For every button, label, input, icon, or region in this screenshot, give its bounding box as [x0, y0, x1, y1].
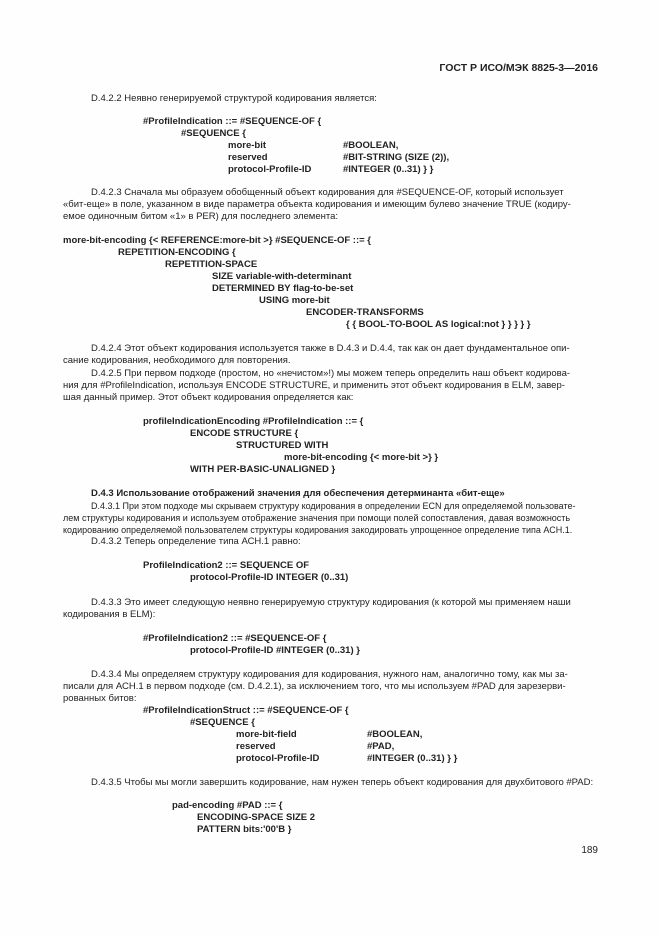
code-line: ENCODE STRUCTURE { [190, 428, 299, 439]
code-line: #SEQUENCE { [181, 128, 246, 139]
text-line: D.4.3.1 При этом подходе мы скрываем структуру кодирования в определении ECN для определяемой пользовате- [91, 501, 576, 511]
code-line: STRUCTURED WITH [236, 440, 329, 451]
code-line: more-bit-encoding {< more-bit >} } [284, 452, 439, 463]
text-line: D.4.3.4 Мы определяем структуру кодирования для кодирования, нужного нам, аналогично тому, как мы за- [91, 669, 568, 680]
code-line: profileIndicationEncoding #ProfileIndication ::= { [143, 416, 364, 427]
code-line: USING more-bit [259, 295, 330, 306]
code-line: #BOOLEAN, [367, 729, 423, 740]
code-line: protocol-Profile-ID INTEGER (0..31) [190, 572, 349, 583]
code-line: REPETITION-SPACE [165, 259, 258, 270]
page-number: 189 [581, 845, 598, 856]
code-line: #INTEGER (0..31) } } [367, 753, 458, 764]
code-line: pad-encoding #PAD ::= { [172, 800, 283, 811]
code-line: ENCODER-TRANSFORMS [306, 307, 424, 318]
code-line: SIZE variable-with-determinant [212, 271, 352, 282]
text-line: сание кодирования, необходимого для повторения. [63, 355, 291, 366]
text-line: D.4.2.4 Этот объект кодирования используется также в D.4.3 и D.4.4, так как он дает фундаментальное опи- [91, 343, 570, 354]
code-line: REPETITION-ENCODING { [118, 247, 236, 258]
text-line: D.4.2.5 При первом подходе (простом, но «нечистом»!) мы можем теперь определить наш объект кодирова- [91, 368, 571, 379]
section-heading-d-4-3: D.4.3 Использование отображений значения для обеспечения детерминанта «бит-еще» [91, 488, 505, 499]
code-line: { { BOOL-TO-BOOL AS logical:not } } } } } [346, 319, 531, 330]
paragraph-d-4-3-2: D.4.3.2 Теперь определение типа АСН.1 равно: [91, 536, 301, 547]
code-line: more-bit-encoding {< REFERENCE:more-bit >} #SEQUENCE-OF ::= { [63, 235, 371, 246]
code-line: #ProfileIndication ::= #SEQUENCE-OF { [143, 116, 322, 127]
code-line: #BOOLEAN, [343, 140, 399, 151]
code-line: more-bit-field [236, 729, 297, 740]
text-line: шая данный пример. Этот объект кодирования определяется как: [63, 392, 354, 403]
code-line: reserved [236, 741, 276, 752]
text-line: D.4.3.3 Это имеет следующую неявно генерируемую структуру кодирования (к которой мы применяем наши [91, 597, 571, 608]
text-line: кодирования в ELM): [63, 609, 156, 620]
text-line: лем структуры кодирования и используем отображение значения при помощи полей сопоставления, давая возможность [63, 513, 571, 523]
code-line: ENCODING-SPACE SIZE 2 [197, 812, 316, 823]
code-line: PATTERN bits:'00'B } [197, 824, 292, 835]
code-line: #PAD, [367, 741, 395, 752]
document-header: ГОСТ Р ИСО/МЭК 8825-3—2016 [439, 62, 598, 74]
code-line: protocol-Profile-ID [228, 164, 312, 175]
text-line: писали для АСН.1 в первом подходе (см. D.4.2.1), за исключением того, что мы используем #PAD для зарезерви- [63, 681, 566, 692]
text-line: емое одиночным битом «1» в PER) для последнего элемента: [63, 211, 339, 222]
code-line: more-bit [228, 140, 266, 151]
text-line: кодированию определяемой пользователем структуры кодирования закодировать упрощенное определение типа АСН.1. [63, 525, 573, 535]
code-line: #BIT-STRING (SIZE (2)), [343, 152, 450, 163]
code-line: #ProfileIndication2 ::= #SEQUENCE-OF { [143, 633, 327, 644]
text-line: D.4.2.3 Сначала мы образуем обобщенный объект кодирования для #SEQUENCE-OF, который использует [91, 187, 564, 198]
paragraph-d-4-2-2: D.4.2.2 Неявно генерируемой структурой кодирования является: [91, 93, 377, 104]
code-line: protocol-Profile-ID [236, 753, 320, 764]
code-line: ProfileIndication2 ::= SEQUENCE OF [143, 560, 310, 571]
code-line: #INTEGER (0..31) } } [343, 164, 434, 175]
text-line: «бит-еще» в поле, указанном в виде параметра объекта кодирования и имеющим булево значение TRUE (кодиру- [63, 199, 571, 210]
paragraph-d-4-3-5: D.4.3.5 Чтобы мы могли завершить кодирование, нам нужен теперь объект кодирования для двухбитового #PAD: [91, 777, 594, 788]
code-line: WITH PER-BASIC-UNALIGNED } [190, 464, 336, 475]
code-line: DETERMINED BY flag-to-be-set [212, 283, 354, 294]
text-line: рованных битов: [63, 693, 137, 704]
code-line: #SEQUENCE { [190, 717, 255, 728]
text-line: ния для #ProfileIndication, используя ENCODE STRUCTURE, и применить этот объект кодирования в ELM, завер- [63, 380, 565, 391]
code-line: #ProfileIndicationStruct ::= #SEQUENCE-OF { [143, 705, 349, 716]
code-line: protocol-Profile-ID #INTEGER (0..31) } [190, 645, 360, 656]
code-line: reserved [228, 152, 268, 163]
